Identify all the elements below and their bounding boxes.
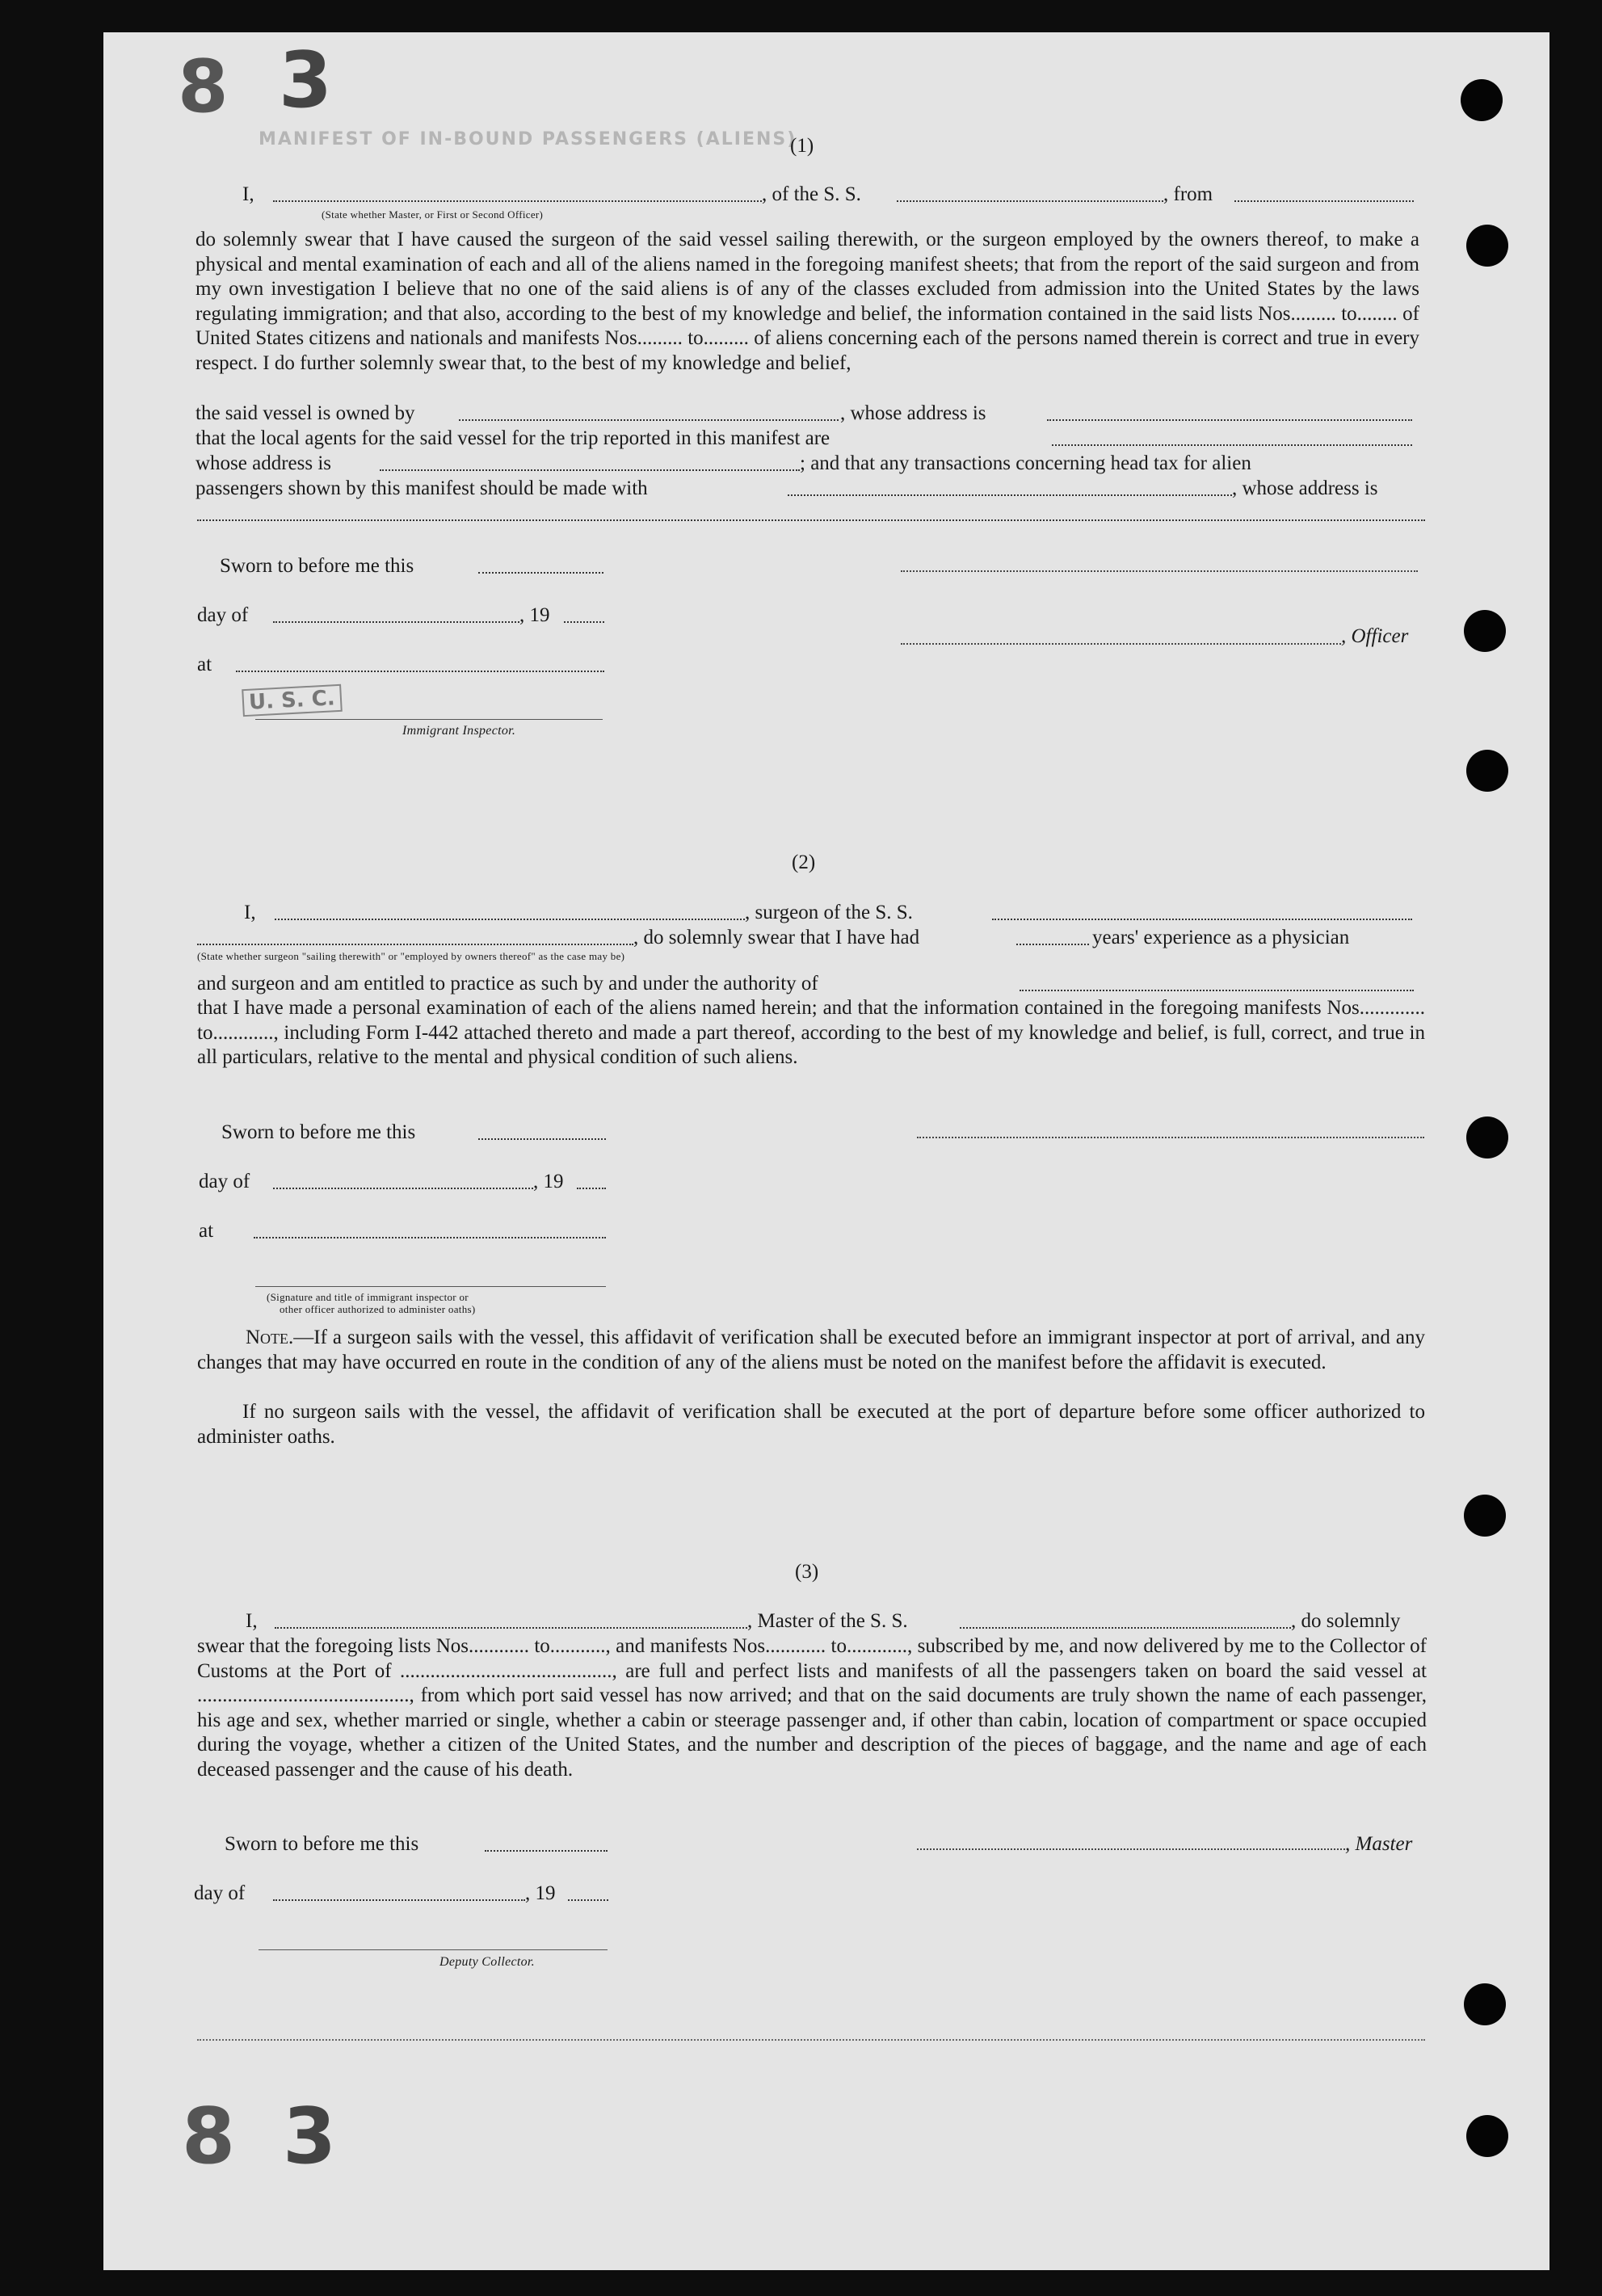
master-note: (State whether Master, or First or Second Officer) — [322, 208, 544, 221]
authority-field[interactable] — [1020, 990, 1414, 991]
note-paragraph-2: If no surgeon sails with the vessel, the affidavit of verification shall be executed at the port of departure before some officer authorized to administer oaths. — [197, 1401, 1425, 1448]
master-of-label: , Master of the S. S. — [747, 1610, 908, 1632]
month-field-2[interactable] — [273, 1188, 533, 1189]
year-label-1: , 19 — [519, 604, 550, 626]
surgeon-of-label: , surgeon of the S. S. — [745, 902, 913, 923]
year-label-3: , 19 — [525, 1882, 556, 1904]
agents-label: that the local agents for the said vessel for the trip reported in this manifest are — [196, 427, 830, 449]
surgeon-type-field[interactable] — [197, 944, 633, 945]
head-tax-contact-field[interactable] — [788, 494, 1232, 496]
owned-by-label: the said vessel is owned by — [196, 402, 415, 424]
bottom-rule — [197, 2039, 1425, 2041]
faded-header: MANIFEST OF IN-BOUND PASSENGERS (ALIENS) — [259, 129, 797, 149]
officer-signature-line[interactable] — [901, 570, 1418, 572]
ship-name-field[interactable] — [897, 200, 1163, 202]
agents-address-label: whose address is — [196, 452, 332, 474]
officer-title-line[interactable] — [901, 643, 1341, 645]
punch-hole — [1464, 610, 1506, 652]
year-field-3[interactable] — [568, 1899, 608, 1901]
note-paragraph — [197, 1326, 1425, 1375]
owner-field[interactable] — [459, 419, 839, 421]
section-3-body: swear that the foregoing lists Nos............ to..........., and manifests Nos............ to............, subscribed by me, and now delivered by me to the Collector of Customs at the Port of .........................................., are full and perfect lists and manifests of all the passengers taken on board the said vessel at .........................................., from which port said vessel has now arrived; and that on the said documents are truly shown the name of each passenger, his age and sex, whether married or single, whether a cabin or steerage passenger and, if other than cabin, location of compartment or space occupied during the voyage, whether a citizen of the United States, and the number and description of the pieces of baggage, and the name and age of each deceased passenger and the cause of his death. — [197, 1635, 1427, 1781]
section-3-i: I, — [246, 1610, 258, 1632]
at-label-1: at — [197, 654, 212, 675]
day-of-label-3: day of — [194, 1882, 246, 1904]
at-field-2[interactable] — [254, 1237, 606, 1238]
month-field-1[interactable] — [273, 621, 519, 623]
signature-note-2: other officer authorized to administer oaths) — [280, 1303, 476, 1315]
master-label — [1345, 1832, 1412, 1857]
punch-hole — [1464, 1983, 1506, 2025]
section-1-number: (1) — [790, 135, 814, 157]
passengers-label: passengers shown by this manifest should be made with — [196, 477, 648, 499]
note-label: Note. — [246, 1327, 294, 1348]
of-ss-label: , of the S. S. — [762, 183, 861, 205]
sworn-label-3: Sworn to before me this — [225, 1833, 419, 1855]
agents-field[interactable] — [1052, 444, 1412, 446]
corner-mark-bottom-right: 3 — [283, 2092, 337, 2181]
deputy-collector-label: Deputy Collector. — [439, 1955, 535, 1969]
surgeon-name-field[interactable] — [275, 919, 745, 920]
punch-hole — [1466, 225, 1508, 267]
punch-hole — [1466, 1116, 1508, 1159]
punch-hole — [1466, 2115, 1508, 2157]
day-of-label-1: day of — [197, 604, 249, 626]
punch-hole — [1461, 79, 1503, 121]
master-name-field[interactable] — [273, 200, 762, 202]
signature-note-1: (Signature and title of immigrant inspector or — [267, 1291, 469, 1303]
year-label-2: , 19 — [533, 1171, 564, 1192]
day-of-label-2: day of — [199, 1171, 250, 1192]
section-1-i: I, — [242, 183, 254, 205]
corner-mark-top-right: 3 — [279, 36, 333, 125]
inspector-label: Immigrant Inspector. — [402, 724, 516, 738]
year-field-1[interactable] — [564, 621, 604, 623]
contact-address-field[interactable] — [197, 519, 1425, 521]
section-2-body: that I have made a personal examination of each of the aliens named herein; and that the information contained in the foregoing manifests Nos............. to............, including Form I-442 attached thereto and made a part thereof, according to the best of my knowledge and belief, is full, correct, and true in all particulars, relative to the mental and physical condition of such aliens. — [197, 997, 1425, 1068]
punch-hole — [1464, 1495, 1506, 1537]
corner-mark-top-left: 8 — [178, 44, 229, 129]
master-label-text: , Master — [1345, 1833, 1413, 1855]
years-label: years' experience as a physician — [1092, 927, 1350, 948]
officer-label — [1341, 624, 1408, 649]
from-label: , from — [1163, 183, 1213, 205]
sworn-day-field-2[interactable] — [478, 1138, 606, 1140]
surgeon-signature-line[interactable] — [917, 1137, 1424, 1138]
agents-address-field[interactable] — [380, 469, 800, 471]
contact-address-label: , whose address is — [1232, 477, 1378, 499]
officer-signature-line-2[interactable] — [255, 1286, 606, 1287]
sworn-label-2: Sworn to before me this — [221, 1121, 416, 1143]
sworn-day-field-1[interactable] — [478, 572, 603, 574]
inspector-signature-line[interactable] — [255, 719, 603, 720]
note-text: —If a surgeon sails with the vessel, this affidavit of verification shall be executed before an immigrant inspector at port of arrival, and any changes that may have occurred en route in the condition of any of the aliens must be noted on the manifest before the affidavit is executed. — [197, 1327, 1425, 1373]
at-field-1[interactable] — [236, 671, 604, 672]
do-solemnly-label: , do solemnly — [1291, 1610, 1401, 1632]
head-tax-label: ; and that any transactions concerning head tax for alien — [800, 452, 1251, 474]
us-stamp-1: U. S. C. — [242, 684, 342, 717]
years-field[interactable] — [1016, 944, 1089, 945]
officer-label-text: , Officer — [1341, 625, 1409, 647]
swear-had-label: , do solemnly swear that I have had — [633, 927, 920, 948]
owner-address-label: , whose address is — [840, 402, 986, 424]
corner-mark-bottom-left: 8 — [182, 2092, 236, 2181]
ship-name-field-3[interactable] — [960, 1627, 1291, 1629]
authority-label: and surgeon and am entitled to practice as such by and under the authority of — [197, 973, 818, 995]
sworn-day-field-3[interactable] — [485, 1850, 608, 1852]
surgeon-note: (State whether surgeon "sailing therewith" or "employed by owners thereof" as the case may be) — [197, 950, 625, 962]
master-name-field-3[interactable] — [275, 1627, 747, 1629]
month-field-3[interactable] — [273, 1899, 525, 1901]
section-2-i: I, — [244, 902, 256, 923]
owner-address-field[interactable] — [1047, 419, 1412, 421]
year-field-2[interactable] — [577, 1188, 606, 1189]
collector-signature-line[interactable] — [259, 1949, 608, 1950]
master-signature-line[interactable] — [917, 1848, 1345, 1850]
sworn-label-1: Sworn to before me this — [220, 555, 414, 577]
at-label-2: at — [199, 1220, 214, 1242]
surgeon-ship-field[interactable] — [992, 919, 1412, 920]
from-port-field[interactable] — [1234, 200, 1414, 202]
section-3-number: (3) — [795, 1561, 819, 1583]
punch-hole — [1466, 750, 1508, 792]
section-1-body: do solemnly swear that I have caused the surgeon of the said vessel sailing therewith, or the surgeon employed by the owners thereof, to make a physical and mental examination of each and all of the aliens named in the foregoing manifest sheets; that from the report of the said surgeon and from my own investigation I believe that no one of the said aliens is of any of the classes excluded from admission into the United States by the laws regulating immigration; and that also, according to the best of my knowledge and belief, the information contained in the said lists Nos......... to........ of United States citizens and nationals and manifests Nos......... to......... of aliens concerning each of the persons named therein is correct and true in every respect. I do further solemnly swear that, to the best of my knowledge and belief, — [196, 229, 1419, 374]
section-2-number: (2) — [792, 852, 816, 873]
